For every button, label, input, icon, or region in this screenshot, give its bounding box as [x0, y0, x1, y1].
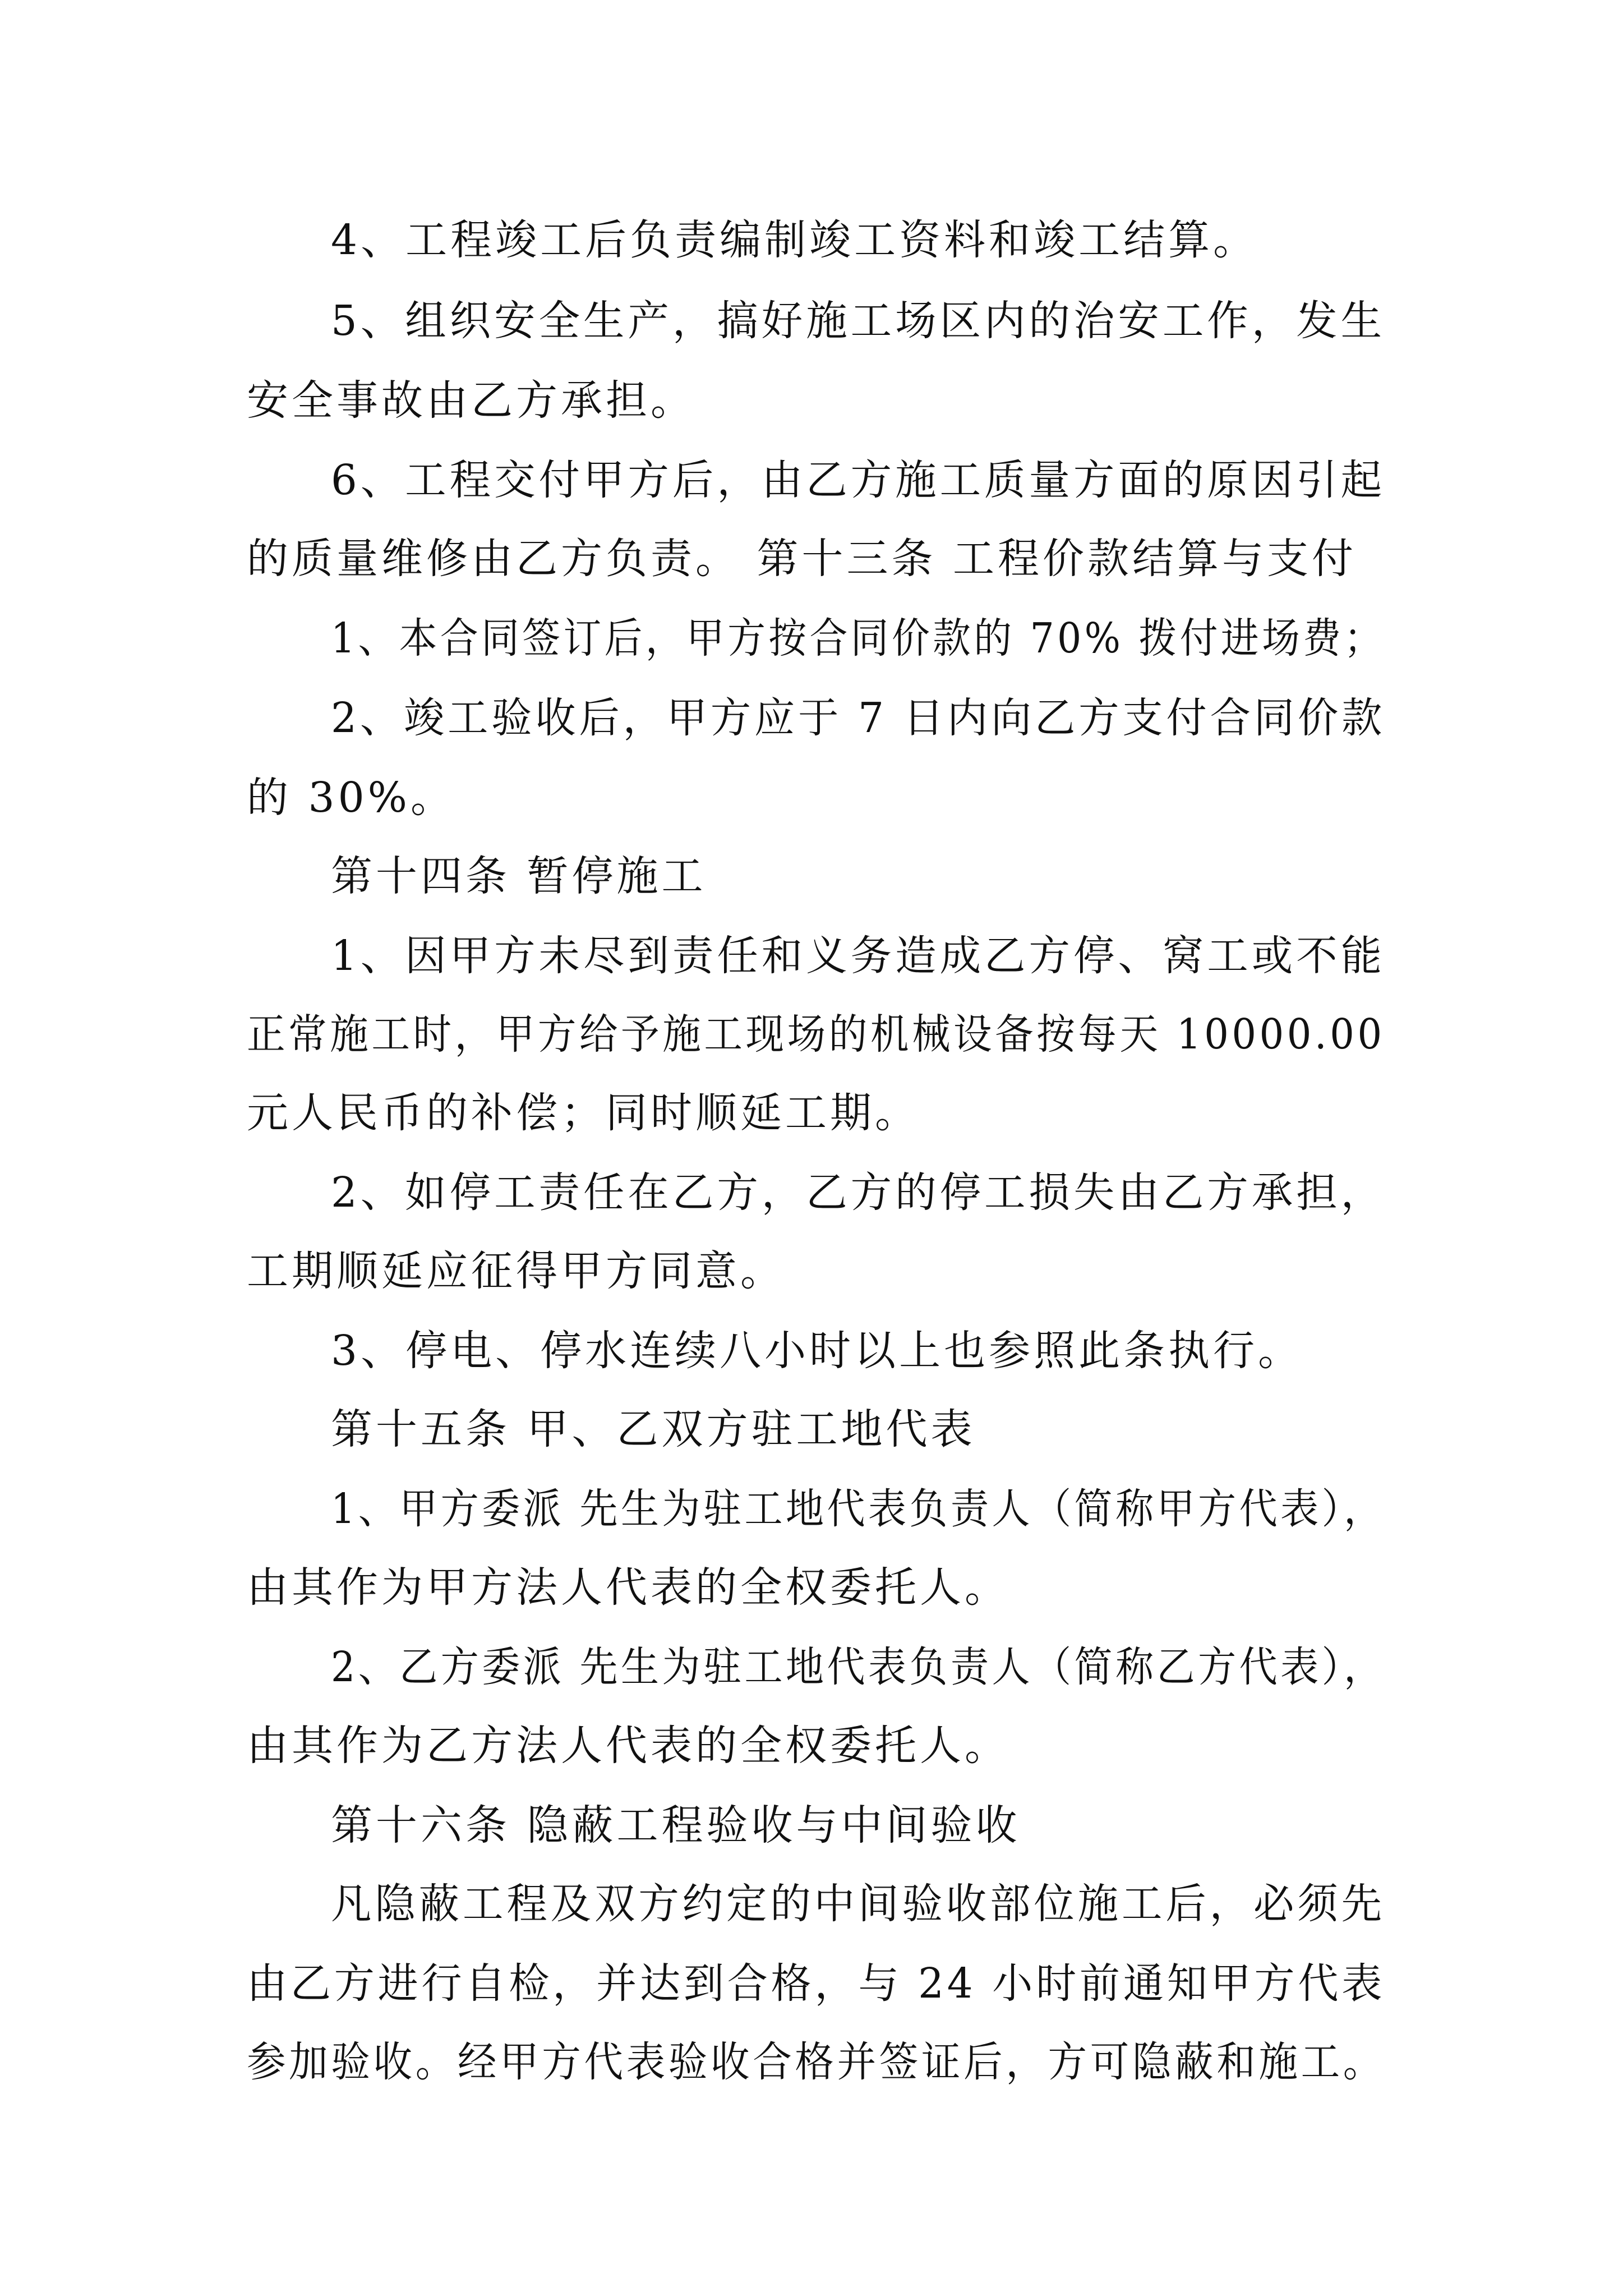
text-line: 2、如停工责任在乙方，乙方的停工损失由乙方承担，	[331, 1168, 1386, 1217]
text-line: 1、本合同签订后，甲方按合同价款的 70% 拨付进场费；	[331, 614, 1385, 662]
text-line: 由其作为甲方法人代表的全权委托人。	[247, 1563, 1009, 1612]
text-line: 的质量维修由乙方负责。 第十三条 工程价款结算与支付	[247, 535, 1357, 583]
section-heading: 第十四条 暂停施工	[331, 852, 707, 900]
text-line: 2、乙方委派 先生为驻工地代表负责人（简称乙方代表），	[331, 1643, 1385, 1691]
text-line: 安全事故由乙方承担。	[247, 376, 695, 425]
text-line: 的 30%。	[247, 774, 455, 822]
text-line: 由乙方进行自检，并达到合格，与 24 小时前通知甲方代表	[247, 1959, 1386, 2008]
text-line: 5、组织安全生产，搞好施工场区内的治安工作，发生	[331, 297, 1386, 345]
text-line: 由其作为乙方法人代表的全权委托人。	[247, 1722, 1009, 1770]
text-line: 元人民币的补偿；同时顺延工期。	[247, 1089, 920, 1137]
text-line: 参加验收。经甲方代表验收合格并签证后，方可隐蔽和施工。	[247, 2038, 1385, 2086]
text-line: 1、甲方委派 先生为驻工地代表负责人（简称甲方代表），	[331, 1485, 1385, 1533]
text-line: 2、竣工验收后，甲方应于 7 日内向乙方支付合同价款	[331, 694, 1386, 742]
text-line: 4、工程竣工后负责编制竣工资料和竣工结算。	[331, 216, 1258, 264]
text-line: 6、工程交付甲方后，由乙方施工质量方面的原因引起	[331, 456, 1386, 504]
text-line: 工期顺延应征得甲方同意。	[247, 1247, 785, 1295]
text-line: 3、停电、停水连续八小时以上也参照此条执行。	[331, 1327, 1303, 1375]
text-line: 凡隐蔽工程及双方约定的中间验收部位施工后，必须先	[331, 1880, 1385, 1928]
text-line: 正常施工时，甲方给予施工现场的机械设备按每天 10000.00	[247, 1010, 1385, 1059]
section-heading: 第十五条 甲、乙双方驻工地代表	[331, 1405, 976, 1453]
text-line: 1、因甲方未尽到责任和义务造成乙方停、窝工或不能	[331, 932, 1386, 980]
section-heading: 第十六条 隐蔽工程验收与中间验收	[331, 1801, 1021, 1849]
